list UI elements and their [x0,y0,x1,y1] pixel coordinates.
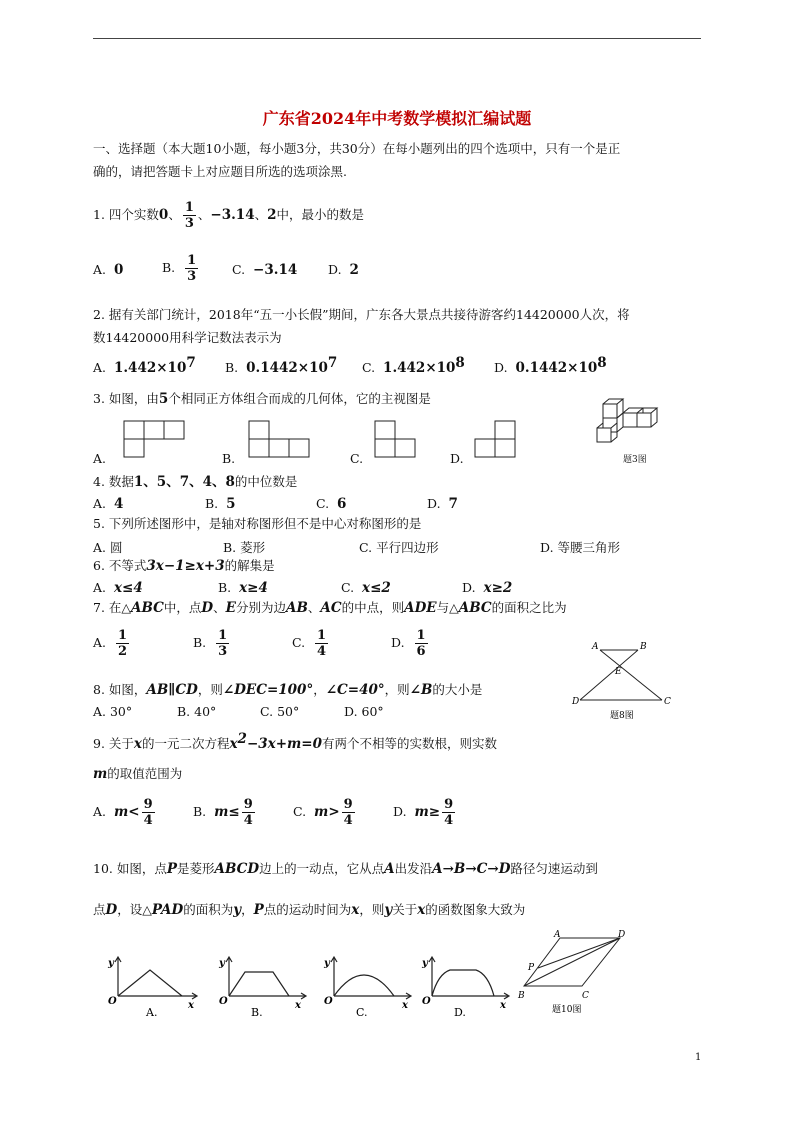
q10-graph-d [418,954,514,1020]
q10-b-caption: B. [251,1006,263,1019]
q10-rhombus-caption: 题10图 [552,1005,582,1015]
q9-option-a: A. m< $\frac{9}{4}$ [93,797,153,828]
q5-option-c: C. 平行四边形 [359,540,439,555]
q4-option-b: B. 5 [205,496,236,512]
q10-rhombus-label-c: C [582,991,589,1001]
page-title: 广东省2024年中考数学模拟汇编试题 [262,109,532,128]
q10-d-origin: O [422,996,431,1007]
header-rule [93,38,701,39]
question-10-line2: 点D，设△PAD的面积为y，P点的运动时间为x，则y关于x的函数图象大致为 [93,902,526,918]
q8-option-d: D. 60° [344,704,384,719]
q10-c-axis-x: x [402,1000,408,1011]
question-3: 3. 如图，由5个相同正方体组合而成的几何体，它的主视图是 [93,391,431,407]
q3-option-d-label: D. [450,451,464,466]
q5-option-a: A. 圆 [93,540,123,555]
q2-option-b: B. $0.1442\times 10^7$ [225,354,338,376]
question-5: 5. 下列所述图形中，是轴对称图形但不是中心对称图形的是 [93,516,422,531]
q8-figure [572,640,672,722]
section-instruction-line2: 确的，请把答题卡上对应题目所选的选项涂黑. [93,164,347,179]
q3-option-b-label: B. [222,451,236,466]
q8-caption: 题8图 [610,711,634,721]
q8-label-e: E [615,667,622,677]
q10-c-caption: C. [356,1006,368,1019]
q8-label-c: C [664,697,671,707]
q7-option-c: C. $\frac{1}{4}$ [292,628,327,659]
q10-rhombus-label-d: D [618,930,626,940]
q3-option-c-label: C. [350,451,364,466]
q7-option-b: B. $\frac{1}{3}$ [193,628,228,659]
q2-option-a: A. $1.442\times 10^7$ [93,354,196,376]
question-9-line1: 9. 关于x的一元二次方程$x^2-3x+m=0$有两个不相等的实数根，则实数 [93,730,498,752]
q10-rhombus-label-p: P [528,963,535,973]
q8-option-c: C. 50° [260,704,300,719]
q10-b-axis-y: y [219,958,225,969]
q7-option-d: D. $\frac{1}{6}$ [391,628,426,659]
q6-option-a: A. x≤4 [93,580,143,596]
q10-d-axis-x: x [500,1000,506,1011]
q1-fraction: $\frac{1}{3}$ [184,200,194,231]
q8-label-d: D [572,697,580,707]
question-6: 6. 不等式3x−1≥x+3的解集是 [93,558,275,574]
q6-option-b: B. x≥4 [218,580,268,596]
q1-option-a: A. 0 [93,262,124,278]
q8-label-b: B [640,642,647,652]
q1-option-c: C. −3.14 [232,262,298,278]
question-9-line2: m的取值范围为 [93,766,183,782]
q10-c-axis-y: y [324,958,330,969]
q10-c-origin: O [324,996,333,1007]
q10-rhombus-label-b: B [518,991,525,1001]
q10-rhombus-figure [516,928,628,1016]
q1-option-b: B. $\frac{1}{3}$ [162,253,197,284]
q9-option-b: B. m≤ $\frac{9}{4}$ [193,797,253,828]
q2-option-d: D. $0.1442\times 10^8$ [494,354,607,376]
question-7: 7. 在△ABC中，点D、E分别为边AB、AC的中点，则ADE与△ABC的面积之比为 [93,600,567,616]
question-10-line1: 10. 如图，点P是菱形ABCD边上的一动点，它从点A出发沿A→B→C→D路径匀速运动到 [93,861,598,877]
q4-option-a: A. 4 [93,496,124,512]
q1-option-d: D. 2 [328,262,359,278]
q10-graph-b [215,954,311,1020]
q3-option-c-figure [374,420,418,460]
q7-option-a: A. $\frac{1}{2}$ [93,628,128,659]
q10-graph-a [104,954,200,1020]
question-2-line1: 2. 据有关部门统计，2018年“五一小长假”期间，广东各大景点共接待游客约14420000人次，将 [93,307,630,322]
q8-option-b: B. 40° [177,704,217,719]
section-instruction-line1: 一、选择题（本大题10小题，每小题3分，共30分）在每小题列出的四个选项中，只有一个是正 [93,141,621,156]
q6-option-c: C. x≤2 [341,580,391,596]
question-1: 1. 四个实数0、 $\frac{1}{3}$ 、−3.14、2中，最小的数是 [93,200,365,231]
q10-graph-c [320,954,416,1020]
q2-option-c: C. $1.442\times 10^8$ [362,354,465,376]
q10-rhombus-label-a: A [554,930,561,940]
q10-a-axis-y: y [108,958,114,969]
q5-option-b: B. 菱形 [223,540,266,555]
q3-caption: 题3图 [623,455,647,465]
q3-option-b-figure [248,420,310,460]
page-number: 1 [695,1052,702,1063]
q8-option-a: A. 30° [93,704,133,719]
q10-a-caption: A. [146,1006,158,1019]
question-2-line2: 数14420000用科学记数法表示为 [93,330,282,345]
q10-b-origin: O [219,996,228,1007]
q10-a-axis-x: x [188,1000,194,1011]
q8-label-a: A [592,642,599,652]
q3-option-a-figure [123,420,185,460]
q3-option-d-figure [474,420,518,460]
q6-option-d: D. x≥2 [462,580,513,596]
question-8: 8. 如图，AB∥CD，则∠DEC=100°，∠C=40°，则∠B的大小是 [93,682,483,698]
q10-d-axis-y: y [422,958,428,969]
q4-option-c: C. 6 [316,496,347,512]
q9-option-c: C. m> $\frac{9}{4}$ [293,797,353,828]
q4-option-d: D. 7 [427,496,458,512]
q3-cube-figure [596,398,666,450]
q10-b-axis-x: x [295,1000,301,1011]
q9-option-d: D. m≥ $\frac{9}{4}$ [393,797,454,828]
q10-a-origin: O [108,996,117,1007]
q10-d-caption: D. [454,1006,466,1019]
q5-option-d: D. 等腰三角形 [540,540,621,555]
q3-option-a-label: A. [93,451,107,466]
question-4: 4. 数据1、5、7、4、8的中位数是 [93,474,298,490]
